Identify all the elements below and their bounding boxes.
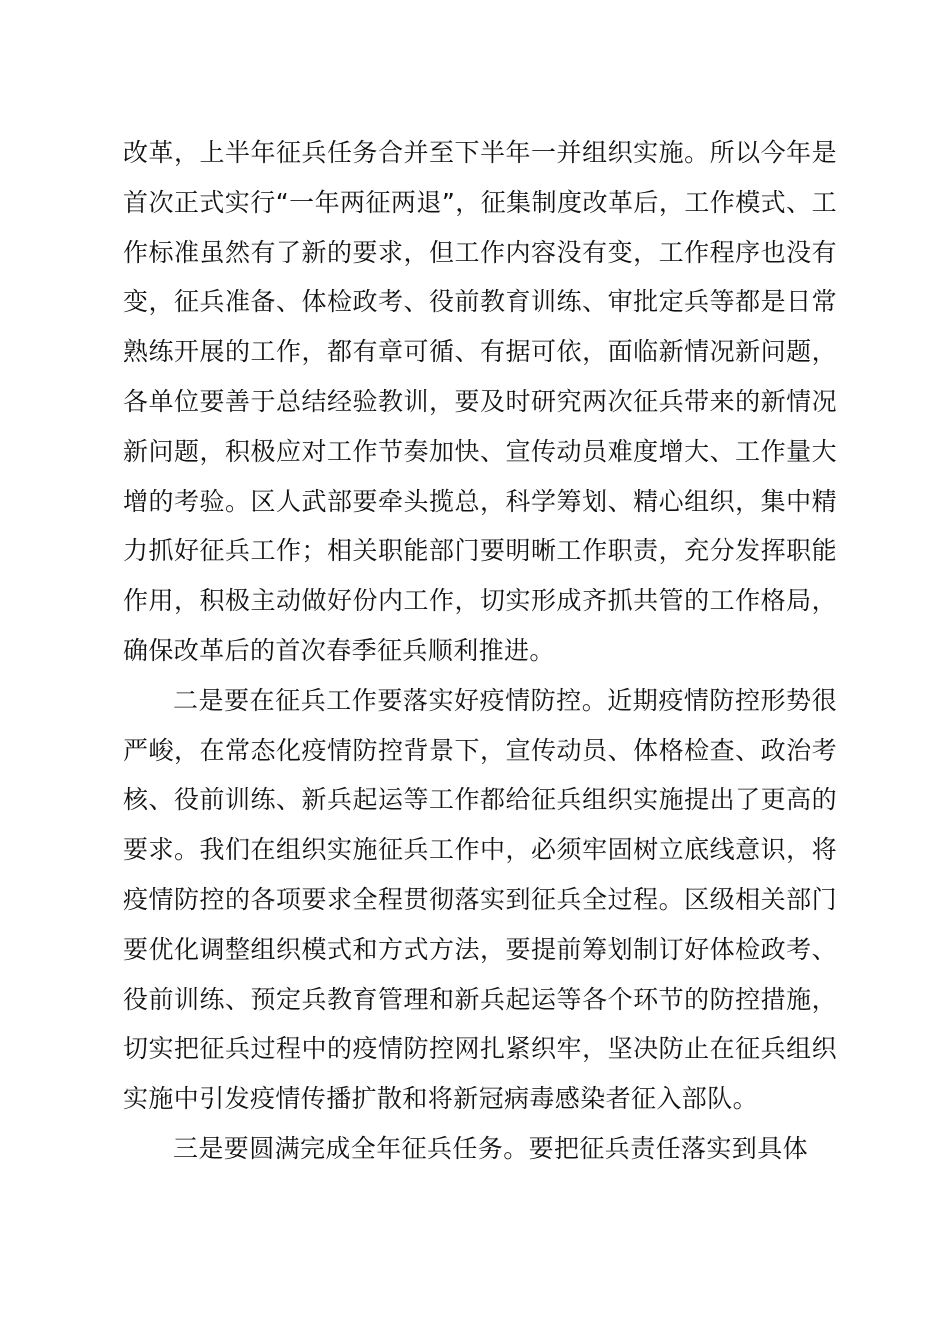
paragraph-continuation: 改革，上半年征兵任务合并至下半年一并组织实施。所以今年是首次正式实行“一年两征两退”，征集制度改革后，工作模式、工作标准虽然有了新的要求，但工作内容没有变，工作程序也没有变，征兵准备、体检政考、役前教育训练、审批定兵等都是日常熟练开展的工作，都有章可循、有据可依，面临新情况新问题，各单位要善于总结经验教训，要及时研究两次征兵带来的新情况新问题，积极应对工作节奏加快、宣传动员难度增大、工作量大增的考验。区人武部要牵头揽总，科学筹划、精心组织，集中精力抓好征兵工作；相关职能部门要明晰工作职责，充分发挥职能作用，积极主动做好份内工作，切实形成齐抓共管的工作格局，确保改革后的首次春季征兵顺利推进。	[123, 138, 837, 665]
paragraph-epidemic-control: 二是要在征兵工作要落实好疫情防控。近期疫情防控形势很严峻，在常态化疫情防控背景下，宣传动员、体格检查、政治考核、役前训练、新兵起运等工作都给征兵组织实施提出了更高的要求。我们在组织实施征兵工作中，必须牢固树立底线意识，将疫情防控的各项要求全程贯彻落实到征兵全过程。区级相关部门要优化调整组织模式和方式方法，要提前筹划制订好体检政考、役前训练、预定兵教育管理和新兵起运等各个环节的防控措施，切实把征兵过程中的疫情防控网扎紧织牢，坚决防止在征兵组织实施中引发疫情传播扩散和将新冠病毒感染者征入部队。	[123, 685, 837, 1114]
paragraph-annual-task: 三是要圆满完成全年征兵任务。要把征兵责任落实到具体	[173, 1133, 809, 1163]
document-body	[123, 128, 837, 1174]
